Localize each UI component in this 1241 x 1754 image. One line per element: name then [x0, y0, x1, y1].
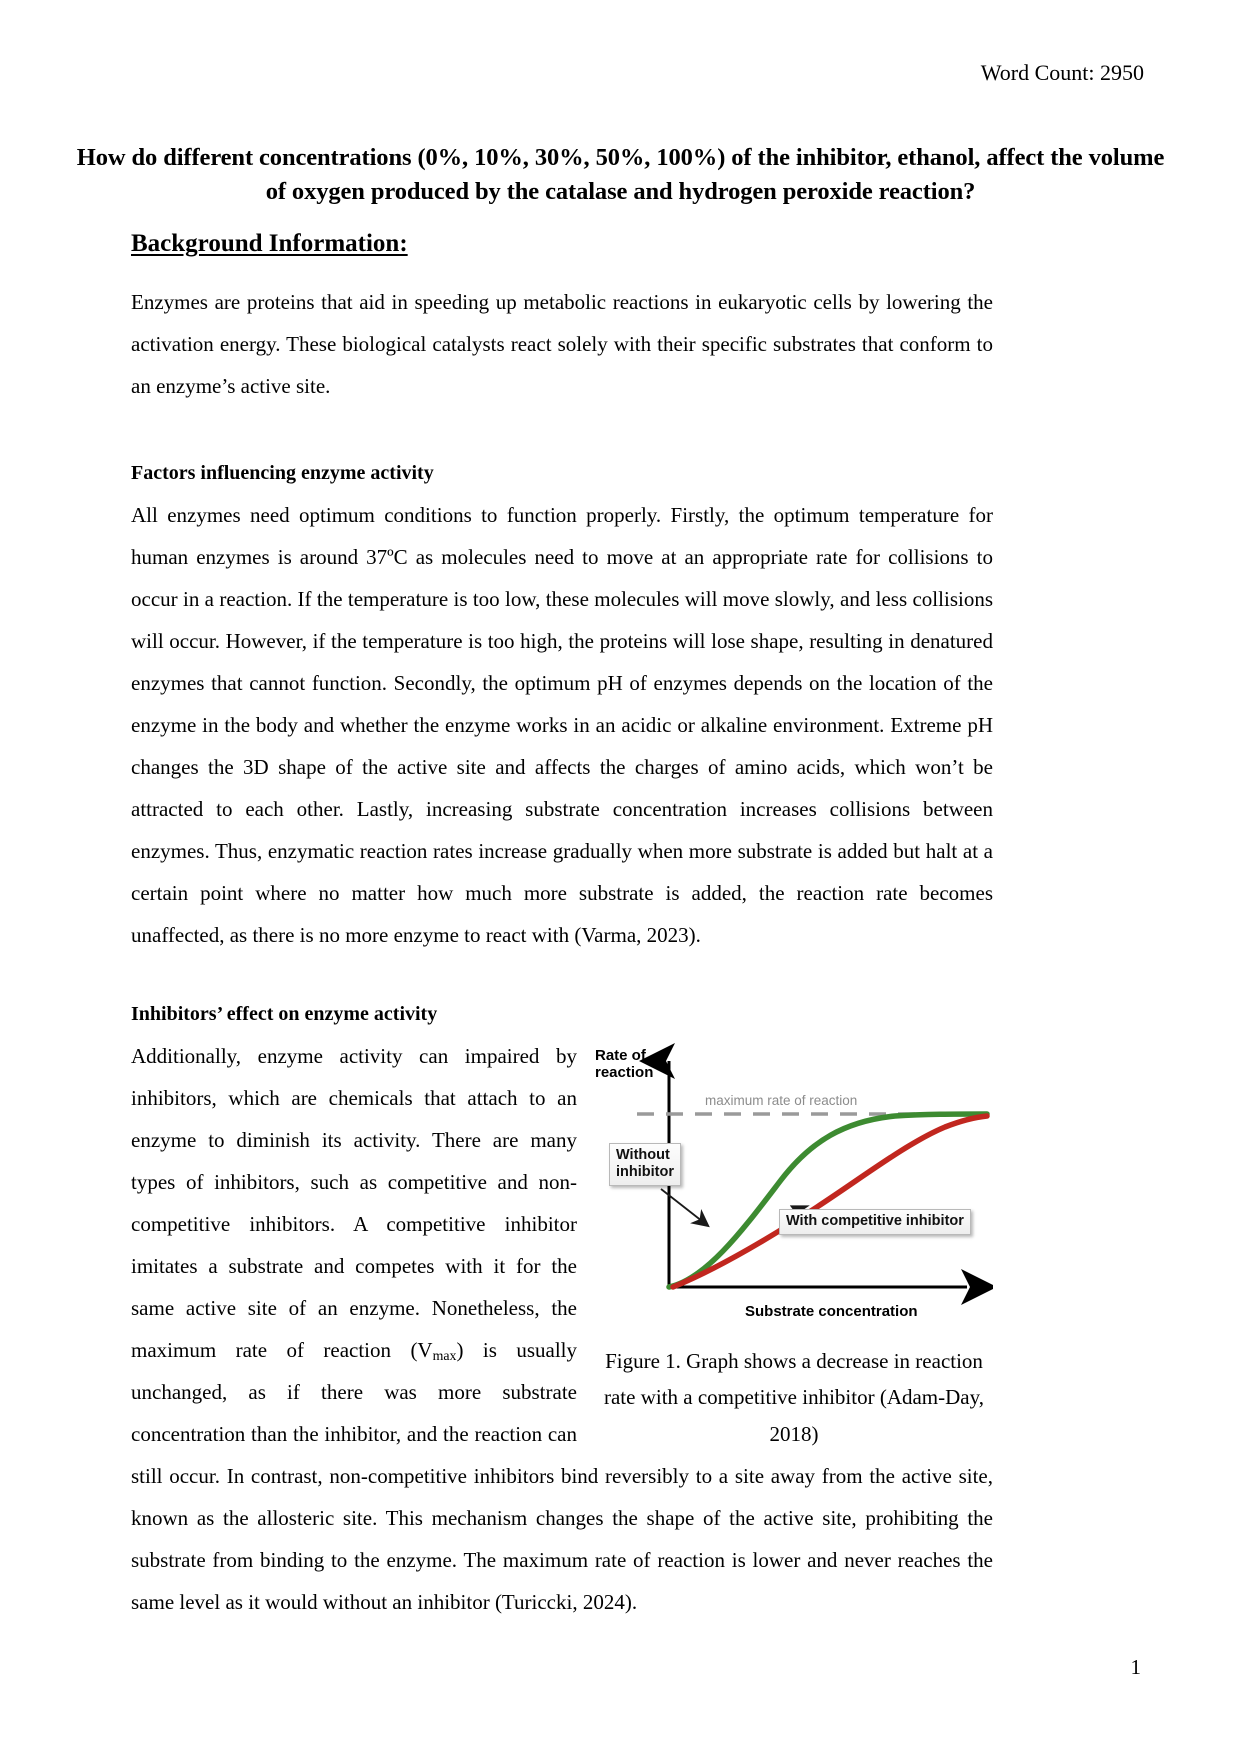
document-body	[131, 228, 993, 1623]
figure-1	[595, 1041, 993, 1453]
chart-max-rate-annotation: maximum rate of reaction	[705, 1092, 858, 1108]
figure-1-caption: Figure 1. Graph shows a decrease in reaction rate with a competitive inhibitor (Adam-Day, 2018)	[603, 1348, 985, 1446]
paragraph-spacer	[131, 956, 993, 1000]
page-title: How do different concentrations (0%, 10%, 30%, 50%, 100%) of the inhibitor, ethanol, affect the volume of oxygen produced by the catalase and hydrogen peroxide reaction?	[76, 144, 1165, 206]
paragraph-enzymes-intro: Enzymes are proteins that aid in speeding up metabolic reactions in eukaryotic cells by lowering the activation energy. These biological catalysts react solely with their specific substrates that conform to an enzyme’s active site.	[131, 289, 993, 398]
chart-callout-without-inhibitor: Without inhibitor	[609, 1143, 681, 1186]
paragraph-inhibitors-part1: Additionally, enzyme activity can impaired by inhibitors, which are chemicals that attach to an enzyme to diminish its activity. There are many types of inhibitors, such as competitive and non-competitive inhibitors. A competitive inhibitor imitates a substrate and competes with it for the same active site of an enzyme. Nonetheless, the maximum rate of reaction (V	[131, 1043, 577, 1362]
section-heading-background-information: Background Information:	[131, 230, 408, 257]
figure-1-image	[595, 1041, 993, 1329]
word-count-label: Word Count: 2950	[980, 60, 1144, 85]
paragraph-inhibitors-part2: ) is usually unchanged, as if there was more substrate concentration than the inhibitor, and the reaction can still occur. In contrast, non-competitive inhibitors bind reversibly to a site away from the active site, known as the allosteric site. This mechanism changes the shape of the active site, prohibiting the substrate from binding to the enzyme. The maximum rate of reaction is lower and never reaches the same level as it would without an inhibitor (Turiccki, 2024).	[131, 1337, 993, 1614]
subheading-inhibitors-effect-on-enzyme-activity: Inhibitors’ effect on enzyme activity	[131, 1002, 438, 1025]
page-number: 1	[1130, 1655, 1141, 1679]
chart-callout-with-competitive-inhibitor: With competitive inhibitor	[779, 1209, 971, 1235]
chart-y-axis-label: Rate of reaction	[595, 1046, 654, 1081]
paragraph-spacer	[131, 407, 993, 459]
subheading-factors-influencing-enzyme-activity: Factors influencing enzyme activity	[131, 461, 434, 484]
paragraph-factors-influencing-enzyme-activity: All enzymes need optimum conditions to function properly. Firstly, the optimum temperature for human enzymes is around 37ºC as molecules need to move at an appropriate rate for collisions to occur in a reaction. If the temperature is too low, these molecules will move slowly, and less collisions will occur. However, if the temperature is too high, the proteins will lose shape, resulting in denatured enzymes that cannot function. Secondly, the optimum pH of enzymes depends on the location of the enzyme in the body and whether the enzyme works in an acidic or alkaline environment. Extreme pH changes the 3D shape of the active site and affects the charges of amino acids, which won’t be attracted to each other. Lastly, increasing substrate concentration increases collisions between enzymes. Thus, enzymatic reaction rates increase gradually when more substrate is added but halt at a certain point where no matter how much more substrate is added, the reaction rate becomes unaffected, as there is no more enzyme to react with (Varma, 2023).	[131, 502, 993, 947]
chart-x-axis-label: Substrate concentration	[745, 1302, 918, 1320]
vmax-subscript: max	[432, 1347, 457, 1363]
